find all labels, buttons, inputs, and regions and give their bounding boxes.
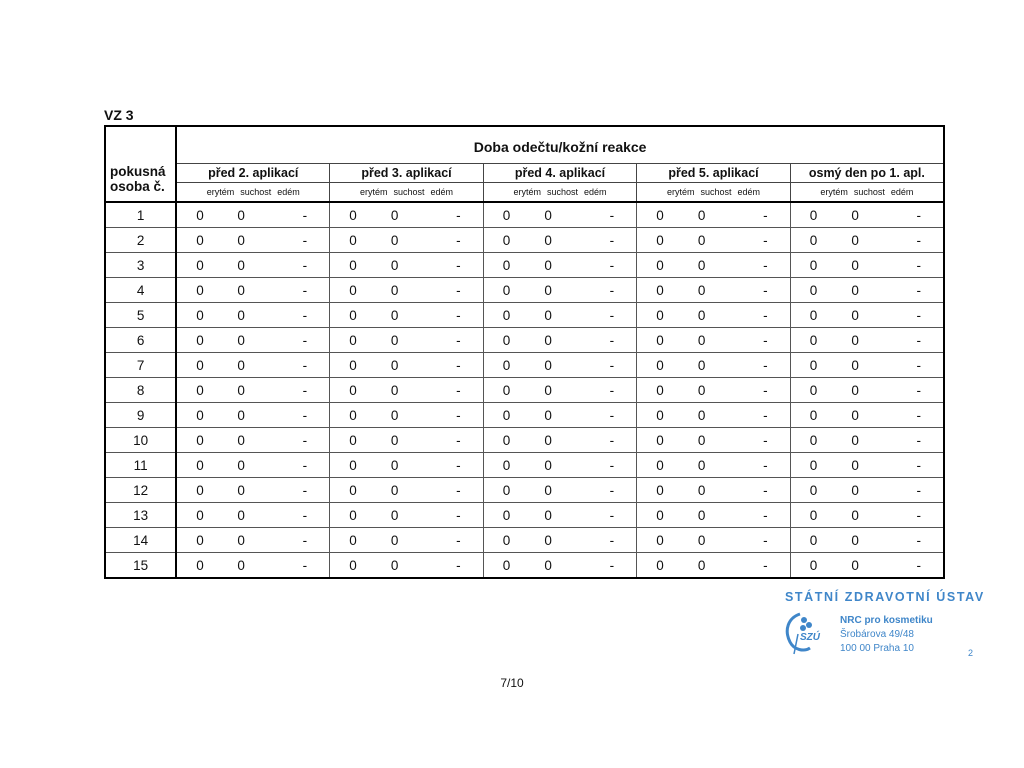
erythema-cell: 0 — [637, 478, 688, 503]
erythema-cell: 0 — [790, 428, 841, 453]
erythema-cell: 0 — [637, 453, 688, 478]
edema-cell: - — [741, 403, 790, 428]
erythema-cell: 0 — [483, 553, 534, 579]
edema-cell: - — [588, 202, 637, 228]
erythema-cell: 0 — [790, 378, 841, 403]
edema-cell: - — [588, 228, 637, 253]
erythema-cell: 0 — [790, 328, 841, 353]
dryness-cell: 0 — [381, 353, 434, 378]
group-header: před 5. aplikací — [637, 164, 791, 183]
edema-cell: - — [895, 303, 944, 328]
person-number-cell: 5 — [105, 303, 176, 328]
subcolumn-label: edém — [890, 187, 914, 197]
person-number-cell: 10 — [105, 428, 176, 453]
edema-cell: - — [588, 353, 637, 378]
edema-cell: - — [434, 328, 483, 353]
edema-cell: - — [281, 403, 330, 428]
edema-cell: - — [588, 278, 637, 303]
table-row — [105, 278, 944, 303]
erythema-cell: 0 — [330, 553, 381, 579]
person-number-cell: 6 — [105, 328, 176, 353]
erythema-cell: 0 — [483, 202, 534, 228]
page-number: 7/10 — [500, 676, 524, 690]
erythema-cell: 0 — [330, 453, 381, 478]
erythema-cell: 0 — [637, 553, 688, 579]
dryness-cell: 0 — [688, 278, 741, 303]
edema-cell: - — [588, 253, 637, 278]
dryness-cell: 0 — [688, 378, 741, 403]
dryness-cell: 0 — [534, 428, 587, 453]
erythema-cell: 0 — [637, 328, 688, 353]
dryness-cell: 0 — [688, 303, 741, 328]
subcolumn-header — [483, 183, 637, 203]
dryness-cell: 0 — [697, 557, 706, 573]
subcolumn-label: suchost — [546, 187, 578, 197]
erythema-cell: 0 — [637, 428, 688, 453]
person-column-header — [105, 126, 176, 202]
person-number-cell: 8 — [105, 378, 176, 403]
subcolumn-header — [637, 183, 791, 203]
edema-cell: - — [895, 378, 944, 403]
edema-cell: - — [741, 278, 790, 303]
edema-cell: - — [588, 378, 637, 403]
edema-cell: - — [281, 428, 330, 453]
edema-cell: - — [895, 253, 944, 278]
edema-cell: - — [741, 228, 790, 253]
erythema-cell: 0 — [176, 428, 227, 453]
dryness-cell: 0 — [534, 378, 587, 403]
edema-cell: - — [456, 557, 461, 573]
subcolumn-label: erytém — [206, 187, 235, 197]
edema-cell: - — [741, 428, 790, 453]
subcolumn-label: suchost — [240, 187, 272, 197]
person-number-cell: 12 — [105, 478, 176, 503]
edema-cell: - — [895, 478, 944, 503]
dryness-cell: 0 — [841, 378, 894, 403]
dryness-cell: 0 — [381, 328, 434, 353]
group-header: před 4. aplikací — [483, 164, 637, 183]
erythema-cell: 0 — [483, 478, 534, 503]
edema-cell: - — [281, 278, 330, 303]
erythema-cell: 0 — [176, 528, 227, 553]
erythema-cell: 0 — [176, 403, 227, 428]
erythema-cell: 0 — [790, 278, 841, 303]
subcolumn-label: edém — [584, 187, 607, 197]
person-number-cell: 4 — [105, 278, 176, 303]
subcolumn-label: edém — [277, 187, 300, 197]
edema-cell: - — [281, 353, 330, 378]
edema-cell: - — [741, 528, 790, 553]
person-header-line-1: pokusná — [110, 164, 166, 179]
erythema-cell: 0 — [790, 303, 841, 328]
erythema-cell: 0 — [790, 353, 841, 378]
subcolumn-label: suchost — [393, 187, 425, 197]
dryness-cell: 0 — [381, 253, 434, 278]
erythema-cell: 0 — [176, 253, 227, 278]
dryness-cell: 0 — [841, 453, 894, 478]
erythema-cell: 0 — [637, 378, 688, 403]
dryness-cell: 0 — [841, 403, 894, 428]
dryness-cell: 0 — [841, 503, 894, 528]
edema-cell: - — [741, 478, 790, 503]
subcolumn-label: suchost — [853, 187, 885, 197]
table-row — [105, 528, 944, 553]
table-row — [105, 478, 944, 503]
table-row — [105, 303, 944, 328]
institution-stamp — [780, 585, 990, 660]
person-number-cell: 9 — [105, 403, 176, 428]
erythema-cell: 0 — [483, 428, 534, 453]
erythema-cell: 0 — [176, 278, 227, 303]
dryness-cell: 0 — [534, 253, 587, 278]
edema-cell: - — [281, 378, 330, 403]
edema-cell: - — [588, 403, 637, 428]
subcolumn-header — [330, 183, 484, 203]
dryness-cell: 0 — [227, 528, 280, 553]
erythema-cell: 0 — [483, 228, 534, 253]
main-column-header: Doba odečtu/kožní reakce — [176, 126, 944, 164]
erythema-cell: 0 — [330, 328, 381, 353]
person-number-cell: 11 — [105, 453, 176, 478]
edema-cell: - — [895, 428, 944, 453]
subcolumn-label: erytém — [359, 187, 388, 197]
erythema-cell: 0 — [330, 303, 381, 328]
erythema-cell: 0 — [790, 453, 841, 478]
erythema-cell: 0 — [483, 503, 534, 528]
erythema-cell: 0 — [790, 478, 841, 503]
erythema-cell: 0 — [790, 253, 841, 278]
dryness-cell: 0 — [381, 453, 434, 478]
dryness-cell: 0 — [841, 478, 894, 503]
table-row — [105, 378, 944, 403]
table-row — [105, 428, 944, 453]
erythema-cell: 0 — [176, 328, 227, 353]
dryness-cell: 0 — [534, 202, 587, 228]
dryness-cell: 0 — [534, 528, 587, 553]
edema-cell: - — [434, 478, 483, 503]
erythema-cell: 0 — [196, 557, 204, 573]
edema-cell: - — [434, 503, 483, 528]
edema-cell: - — [434, 428, 483, 453]
erythema-cell: 0 — [330, 503, 381, 528]
dryness-cell: 0 — [841, 328, 894, 353]
dryness-cell: 0 — [381, 303, 434, 328]
erythema-cell: 0 — [637, 353, 688, 378]
table-row — [105, 228, 944, 253]
group-header: osmý den po 1. apl. — [790, 164, 944, 183]
dryness-cell: 0 — [688, 478, 741, 503]
dryness-cell: 0 — [841, 353, 894, 378]
erythema-cell: 0 — [790, 553, 841, 579]
person-number-cell: 1 — [105, 202, 176, 228]
edema-cell: - — [895, 328, 944, 353]
erythema-cell: 0 — [637, 303, 688, 328]
erythema-cell: 0 — [176, 478, 227, 503]
erythema-cell: 0 — [330, 278, 381, 303]
dryness-cell: 0 — [227, 328, 280, 353]
erythema-cell: 0 — [637, 503, 688, 528]
person-number-cell: 7 — [105, 353, 176, 378]
dryness-cell: 0 — [534, 228, 587, 253]
dryness-cell: 0 — [381, 228, 434, 253]
dryness-cell: 0 — [841, 228, 894, 253]
erythema-cell: 0 — [483, 378, 534, 403]
table-row — [105, 553, 944, 579]
erythema-cell: 0 — [330, 253, 381, 278]
erythema-cell: 0 — [790, 503, 841, 528]
erythema-cell: 0 — [483, 528, 534, 553]
dryness-cell: 0 — [688, 428, 741, 453]
subcolumn-label: suchost — [700, 187, 732, 197]
erythema-cell: 0 — [483, 328, 534, 353]
erythema-cell: 0 — [330, 478, 381, 503]
dryness-cell: 0 — [534, 503, 587, 528]
dryness-cell: 0 — [544, 557, 552, 573]
group-header: před 2. aplikací — [176, 164, 330, 183]
edema-cell: - — [609, 557, 615, 573]
edema-cell: - — [588, 303, 637, 328]
dryness-cell: 0 — [534, 403, 587, 428]
edema-cell: - — [895, 278, 944, 303]
edema-cell: - — [302, 557, 308, 573]
dryness-cell: 0 — [688, 228, 741, 253]
erythema-cell: 0 — [483, 403, 534, 428]
edema-cell: - — [895, 503, 944, 528]
dryness-cell: 0 — [841, 428, 894, 453]
edema-cell: - — [281, 328, 330, 353]
edema-cell: - — [281, 253, 330, 278]
edema-cell: - — [434, 403, 483, 428]
erythema-cell: 0 — [176, 228, 227, 253]
subcolumn-label: erytém — [820, 187, 848, 197]
edema-cell: - — [588, 478, 637, 503]
edema-cell: - — [588, 428, 637, 453]
erythema-cell: 0 — [637, 253, 688, 278]
dryness-cell: 0 — [227, 478, 280, 503]
erythema-cell: 0 — [176, 353, 227, 378]
person-number-cell: 13 — [105, 503, 176, 528]
dryness-cell: 0 — [227, 253, 280, 278]
erythema-cell: 0 — [330, 202, 381, 228]
table-row — [105, 202, 944, 228]
erythema-cell: 0 — [483, 353, 534, 378]
edema-cell: - — [281, 303, 330, 328]
erythema-cell: 0 — [790, 202, 841, 228]
dryness-cell: 0 — [227, 503, 280, 528]
dryness-cell: 0 — [381, 503, 434, 528]
table-row — [105, 253, 944, 278]
erythema-cell: 0 — [637, 202, 688, 228]
stamp-street: Šrobárova 49/48 — [840, 629, 914, 640]
table-row — [105, 328, 944, 353]
group-header: před 3. aplikací — [330, 164, 484, 183]
edema-cell: - — [434, 253, 483, 278]
erythema-cell: 0 — [176, 503, 227, 528]
dryness-cell: 0 — [381, 403, 434, 428]
erythema-cell: 0 — [637, 278, 688, 303]
edema-cell: - — [281, 528, 330, 553]
dryness-cell: 0 — [688, 403, 741, 428]
edema-cell: - — [434, 353, 483, 378]
erythema-cell: 0 — [790, 403, 841, 428]
dryness-cell: 0 — [841, 202, 894, 228]
edema-cell: - — [741, 453, 790, 478]
dryness-cell: 0 — [688, 453, 741, 478]
person-number-cell: 3 — [105, 253, 176, 278]
edema-cell: - — [434, 278, 483, 303]
erythema-cell: 0 — [483, 253, 534, 278]
dryness-cell: 0 — [237, 557, 245, 573]
dryness-cell: 0 — [381, 478, 434, 503]
edema-cell: - — [741, 202, 790, 228]
edema-cell: - — [895, 228, 944, 253]
edema-cell: - — [895, 403, 944, 428]
dryness-cell: 0 — [841, 528, 894, 553]
dryness-cell: 0 — [381, 278, 434, 303]
edema-cell: - — [763, 557, 768, 573]
erythema-cell: 0 — [483, 278, 534, 303]
erythema-cell: 0 — [790, 528, 841, 553]
erythema-cell: 0 — [176, 202, 227, 228]
table-row — [105, 403, 944, 428]
dryness-cell: 0 — [688, 503, 741, 528]
edema-cell: - — [588, 328, 637, 353]
erythema-cell: 0 — [330, 428, 381, 453]
skin-reaction-table — [104, 125, 945, 579]
dryness-cell: 0 — [534, 453, 587, 478]
dryness-cell: 0 — [227, 228, 280, 253]
edema-cell: - — [741, 328, 790, 353]
dryness-cell: 0 — [227, 202, 280, 228]
edema-cell: - — [741, 503, 790, 528]
edema-cell: - — [895, 453, 944, 478]
edema-cell: - — [741, 303, 790, 328]
edema-cell: - — [588, 528, 637, 553]
dryness-cell: 0 — [227, 403, 280, 428]
subcolumn-label: edém — [430, 187, 454, 197]
dryness-cell: 0 — [534, 328, 587, 353]
dryness-cell: 0 — [381, 202, 434, 228]
table-row — [105, 503, 944, 528]
edema-cell: - — [434, 303, 483, 328]
edema-cell: - — [895, 202, 944, 228]
erythema-cell: 0 — [483, 303, 534, 328]
dryness-cell: 0 — [227, 278, 280, 303]
dryness-cell: 0 — [381, 378, 434, 403]
edema-cell: - — [281, 503, 330, 528]
stamp-title: STÁTNÍ ZDRAVOTNÍ ÚSTAV — [785, 590, 985, 604]
erythema-cell: 0 — [330, 353, 381, 378]
erythema-cell: 0 — [330, 378, 381, 403]
person-number-cell: 2 — [105, 228, 176, 253]
dryness-cell: 0 — [851, 557, 859, 573]
dryness-cell: 0 — [227, 303, 280, 328]
erythema-cell: 0 — [330, 528, 381, 553]
person-number-cell: 15 — [105, 553, 176, 579]
subcolumn-label: edém — [737, 187, 761, 197]
edema-cell: - — [434, 202, 483, 228]
edema-cell: - — [588, 503, 637, 528]
dryness-cell: 0 — [688, 328, 741, 353]
edema-cell: - — [588, 453, 637, 478]
erythema-cell: 0 — [637, 228, 688, 253]
erythema-cell: 0 — [483, 453, 534, 478]
dryness-cell: 0 — [381, 428, 434, 453]
person-number-cell: 14 — [105, 528, 176, 553]
dryness-cell: 0 — [688, 528, 741, 553]
document-title: VZ 3 — [104, 107, 134, 123]
edema-cell: - — [434, 228, 483, 253]
dryness-cell: 0 — [534, 278, 587, 303]
edema-cell: - — [281, 478, 330, 503]
edema-cell: - — [741, 378, 790, 403]
erythema-cell: 0 — [330, 403, 381, 428]
stamp-logo-text: SZÚ — [800, 632, 820, 643]
dryness-cell: 0 — [227, 353, 280, 378]
dryness-cell: 0 — [688, 353, 741, 378]
person-header-line-2: osoba č. — [110, 179, 165, 194]
erythema-cell: 0 — [176, 453, 227, 478]
dryness-cell: 0 — [534, 353, 587, 378]
dryness-cell: 0 — [841, 278, 894, 303]
edema-cell: - — [895, 353, 944, 378]
erythema-cell: 0 — [330, 228, 381, 253]
dryness-cell: 0 — [841, 253, 894, 278]
stamp-department: NRC pro kosmetiku — [840, 615, 933, 626]
dryness-cell: 0 — [390, 557, 399, 573]
erythema-cell: 0 — [637, 528, 688, 553]
edema-cell: - — [741, 253, 790, 278]
edema-cell: - — [281, 228, 330, 253]
dryness-cell: 0 — [534, 478, 587, 503]
dryness-cell: 0 — [381, 528, 434, 553]
edema-cell: - — [434, 528, 483, 553]
edema-cell: - — [434, 378, 483, 403]
subcolumn-label: erytém — [666, 187, 695, 197]
edema-cell: - — [281, 202, 330, 228]
table-row — [105, 453, 944, 478]
edema-cell: - — [741, 353, 790, 378]
edema-cell: - — [895, 528, 944, 553]
edema-cell: - — [281, 453, 330, 478]
dryness-cell: 0 — [534, 303, 587, 328]
erythema-cell: 0 — [637, 403, 688, 428]
subcolumn-header — [790, 183, 944, 203]
dryness-cell: 0 — [227, 378, 280, 403]
dryness-cell: 0 — [688, 253, 741, 278]
subcolumn-header — [176, 183, 330, 203]
erythema-cell: 0 — [176, 303, 227, 328]
stamp-city: 100 00 Praha 10 — [840, 643, 914, 654]
erythema-cell: 0 — [176, 378, 227, 403]
dryness-cell: 0 — [688, 202, 741, 228]
edema-cell: - — [434, 453, 483, 478]
subcolumn-label: erytém — [513, 187, 541, 197]
dryness-cell: 0 — [227, 453, 280, 478]
erythema-cell: 0 — [790, 228, 841, 253]
dryness-cell: 0 — [227, 428, 280, 453]
dryness-cell: 0 — [841, 303, 894, 328]
stamp-corner-number: 2 — [968, 648, 974, 658]
table-row — [105, 353, 944, 378]
edema-cell: - — [916, 557, 922, 573]
